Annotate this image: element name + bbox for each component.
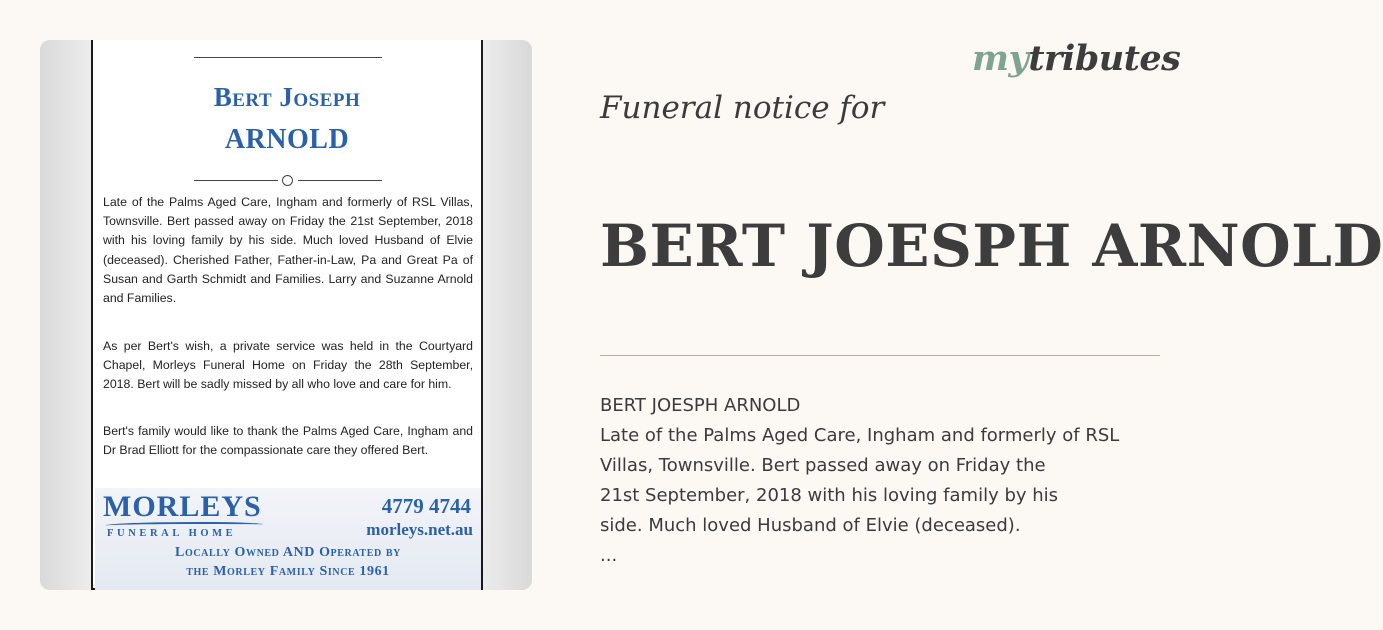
notice-paragraph-3: Bert's family would like to thank the Palms Aged Care, Ingham and Dr Brad Elliott for the compassionate care they offered Bert. — [103, 424, 473, 458]
notice-image-card[interactable] — [40, 40, 532, 590]
morleys-logo-subtitle: FUNERAL HOME — [107, 528, 237, 539]
printed-notice — [91, 40, 483, 590]
excerpt-line: BERT JOESPH ARNOLD — [600, 395, 801, 416]
notice-paragraph-1: Late of the Palms Aged Care, Ingham and formerly of RSL Villas, Townsville. Bert passed away on Friday the 21st September, 2018 with his loving family by his side. Much loved Husband of Elvie (deceased). Cherished Father, Father-in-Law, Pa and Great Pa of Susan and Garth Schmidt and Families. Larry and Suzanne Arnold and Families. — [103, 195, 473, 306]
deceased-name-title: BERT JOESPH ARNOLD — [600, 212, 1383, 280]
notice-name-line2: ARNOLD — [224, 124, 350, 155]
ornament-divider — [194, 174, 382, 186]
footer-tagline-1: Locally Owned AND Operated by — [175, 545, 401, 560]
morleys-logo: MORLEYS — [103, 490, 262, 523]
funeral-home-website: morleys.net.au — [366, 520, 473, 539]
excerpt-ellipsis: ... — [600, 545, 618, 566]
excerpt-line: side. Much loved Husband of Elvie (deceased). — [600, 515, 1021, 536]
page-subtitle: Funeral notice for — [600, 90, 885, 126]
brand-suffix: tributes — [1028, 38, 1181, 79]
excerpt-line: Late of the Palms Aged Care, Ingham and formerly of RSL — [600, 425, 1120, 446]
excerpt-line: 21st September, 2018 with his loving family by his — [600, 485, 1059, 506]
funeral-home-phone: 4779 4744 — [381, 494, 471, 518]
footer-tagline-2: the Morley Family Since 1961 — [186, 564, 390, 579]
brand-prefix: my — [972, 38, 1029, 79]
excerpt-line: Villas, Townsville. Bert passed away on Friday the — [600, 455, 1046, 476]
mytributes-logo[interactable] — [972, 38, 1180, 79]
top-rule — [194, 57, 382, 58]
funeral-home-footer — [95, 488, 481, 590]
notice-name-line1: Bert Joseph — [213, 82, 361, 112]
notice-paragraph-2: As per Bert's wish, a private service was held in the Courtyard Chapel, Morleys Funeral Home on Friday the 28th September, 2018. Bert will be sadly missed by all who love and care for him. — [103, 339, 473, 392]
notice-excerpt — [600, 391, 1175, 571]
section-divider — [600, 355, 1160, 356]
